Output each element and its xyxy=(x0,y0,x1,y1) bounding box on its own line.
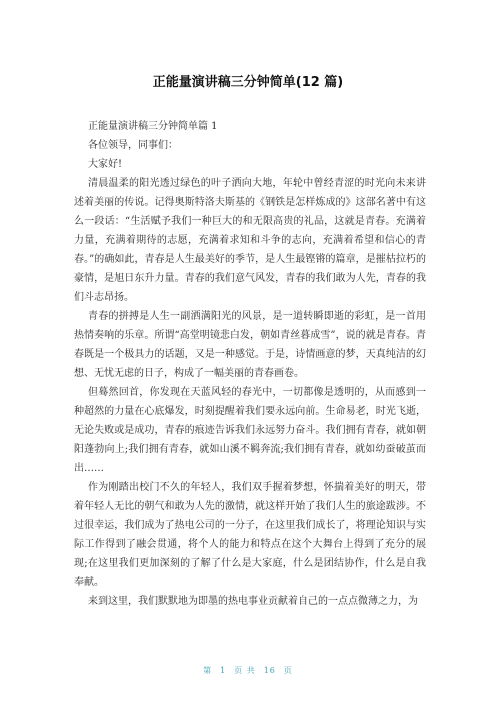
greeting: 大家好! xyxy=(88,159,123,170)
document-title: 正能量演讲稿三分钟简单(12 篇) xyxy=(152,75,344,90)
section-heading: 正能量演讲稿三分钟简单篇 1 xyxy=(88,121,218,132)
footer-prefix: 第 xyxy=(203,666,213,675)
paragraph: 清晨温柔的阳光透过绿色的叶子洒向大地，年轮中曾经青涩的时光向未来讲述着美丽的传说。记得奥斯特洛夫斯基的《钢铁是怎样炼成的》这部名著中有这么一段话：“生活赋予我们一种巨大的和无限高贵的礼品，这就是青春。充满着力量，充满着期待的志愿，充满着求知和斗争的志向，充满着希望和信心的青春。”的确如此，青春是人生最美好的季节，是人生最铿锵的篇章，是摧枯拉朽的豪情，是旭日东升力量。青春的我们意气风发，青春的我们敢为人先，青春的我们斗志昂扬。 xyxy=(74,178,426,303)
paragraph: 但蓦然回首，你发现在天蓝风轻的春光中，一切都像是透明的，从而感到一种超然的力量在心底爆发，时刻提醒着我们要永远向前。生命易老，时光飞逝，无论失败或是成功，青春的痕迹告诉我们永远努力奋斗。我们拥有青春，就如朝阳蓬勃向上;我们拥有青春，就如山溪不羁奔流;我们拥有青春，就如幼蚕破茧而出…… xyxy=(74,387,426,474)
paragraph: 青春的拼搏是人生一副洒满阳光的风景，是一道转瞬即逝的彩虹，是一首用热情奏响的乐章。所谓“高堂明镜悲白发，朝如青丝暮成雪”，说的就是青春。青春既是一个极具力的话题，又是一种感觉。于是，诗情画意的梦，天真纯洁的幻想、无忧无虑的日子，构成了一幅美丽的青春画卷。 xyxy=(74,311,426,379)
paragraph: 作为刚踏出校门不久的年轻人，我们双手握着梦想，怀揣着美好的明天，带着年轻人无比的朝气和敢为人先的激情，就这样开始了我们人生的旅途跋涉。不过很幸运，我们成为了热电公司的一分子，在这里我们成长了，将理论知识与实际工作得到了融会贯通，将个人的能力和特点在这个大舞台上得到了充分的展现;在这里我们更加深刻的了解了什么是大家庭，什么是团结协作，什么是自我奉献。 xyxy=(74,482,426,588)
footer-middle: 页 共 xyxy=(234,666,256,675)
total-pages: 16 xyxy=(263,666,276,675)
page-number: 1 xyxy=(220,666,227,675)
footer-suffix: 页 xyxy=(283,666,293,675)
page-footer xyxy=(0,665,496,676)
paragraph: 来到这里，我们默默地为即墨的热电事业贡献着自己的一点点微薄之力，为 xyxy=(88,596,418,607)
document-body xyxy=(74,117,426,611)
salutation: 各位领导，同事们： xyxy=(88,140,178,151)
